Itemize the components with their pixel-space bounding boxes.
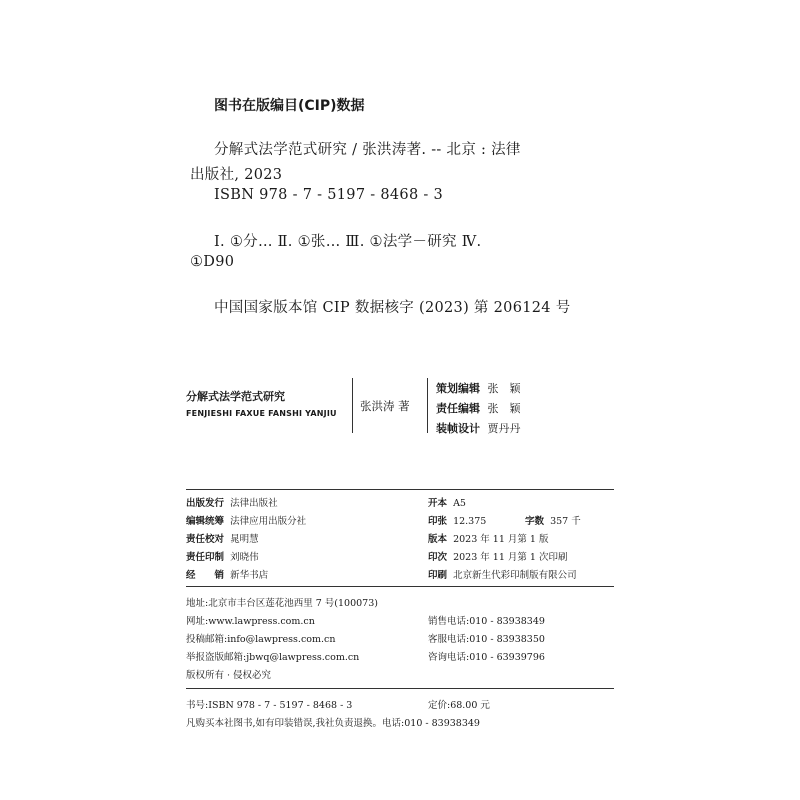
editor-role: 策划编辑: [436, 382, 480, 395]
cip-title: 图书在版编目(CIP)数据: [214, 98, 365, 114]
cip-line-2: 出版社, 2023: [190, 167, 283, 183]
book-title-cn: 分解式法学范式研究: [186, 390, 285, 403]
divider-vertical-1: [352, 378, 353, 433]
footer-isbn: 书号:ISBN 978 - 7 - 5197 - 8468 - 3: [186, 700, 353, 711]
pub-left-row: 编辑统筹 法律应用出版分社: [186, 516, 307, 527]
pub-word-count: 字数 357 千: [525, 516, 581, 527]
sales-phone: 销售电话:010 - 83938349: [428, 616, 545, 627]
pub-right-row: 印张 12.375: [428, 516, 487, 527]
cip-line-5: ①D90: [190, 254, 235, 270]
contact-address: 地址:北京市丰台区莲花池西里 7 号(100073): [186, 598, 378, 609]
pub-right-row: 印刷 北京新生代彩印制版有限公司: [428, 570, 577, 581]
editor-role: 责任编辑: [436, 402, 480, 415]
consult-phone: 咨询电话:010 - 63939796: [428, 652, 545, 663]
footer-notice: 凡购买本社图书,如有印装错误,我社负责退换。电话:010 - 83938349: [186, 718, 480, 729]
pub-left-row: 责任印制 刘晓伟: [186, 552, 259, 563]
divider-bottom: [186, 688, 614, 689]
service-phone: 客服电话:010 - 83938350: [428, 634, 545, 645]
contact-website: 网址:www.lawpress.com.cn: [186, 616, 315, 627]
divider-middle: [186, 586, 614, 587]
pub-right-row: 版本 2023 年 11 月第 1 版: [428, 534, 549, 545]
pub-left-row: 出版发行 法律出版社: [186, 498, 278, 509]
pub-right-row: 印次 2023 年 11 月第 1 次印刷: [428, 552, 568, 563]
contact-submit-email: 投稿邮箱:info@lawpress.com.cn: [186, 634, 336, 645]
editor-row-1: [436, 380, 521, 396]
book-title-pinyin: FENJIESHI FAXUE FANSHI YANJIU: [186, 409, 337, 418]
editor-name: 张 颖: [487, 382, 521, 395]
pub-right-row: 开本 A5: [428, 498, 466, 509]
editor-row-2: [436, 400, 521, 416]
editor-role: 装帧设计: [436, 422, 480, 435]
book-author: 张洪涛 著: [360, 399, 410, 413]
footer-price: 定价:68.00 元: [428, 700, 490, 711]
contact-report-email: 举报盗版邮箱:jbwq@lawpress.com.cn: [186, 652, 360, 663]
cip-line-4: Ⅰ. ①分… Ⅱ. ①张… Ⅲ. ①法学－研究 Ⅳ.: [214, 234, 482, 250]
divider-top: [186, 489, 614, 490]
editor-name: 张 颖: [487, 402, 521, 415]
cip-line-1: 分解式法学范式研究 / 张洪涛著. -- 北京 : 法律: [214, 142, 521, 158]
pub-left-row: 责任校对 晁明慧: [186, 534, 259, 545]
editor-name: 贾丹丹: [487, 422, 521, 435]
divider-vertical-2: [427, 378, 428, 433]
pub-left-row: 经 销 新华书店: [186, 570, 269, 581]
cip-line-6: 中国国家版本馆 CIP 数据核字 (2023) 第 206124 号: [214, 300, 571, 316]
copyright-notice: 版权所有 · 侵权必究: [186, 670, 272, 681]
editor-row-3: [436, 420, 521, 436]
cip-line-3: ISBN 978 - 7 - 5197 - 8468 - 3: [214, 187, 444, 203]
